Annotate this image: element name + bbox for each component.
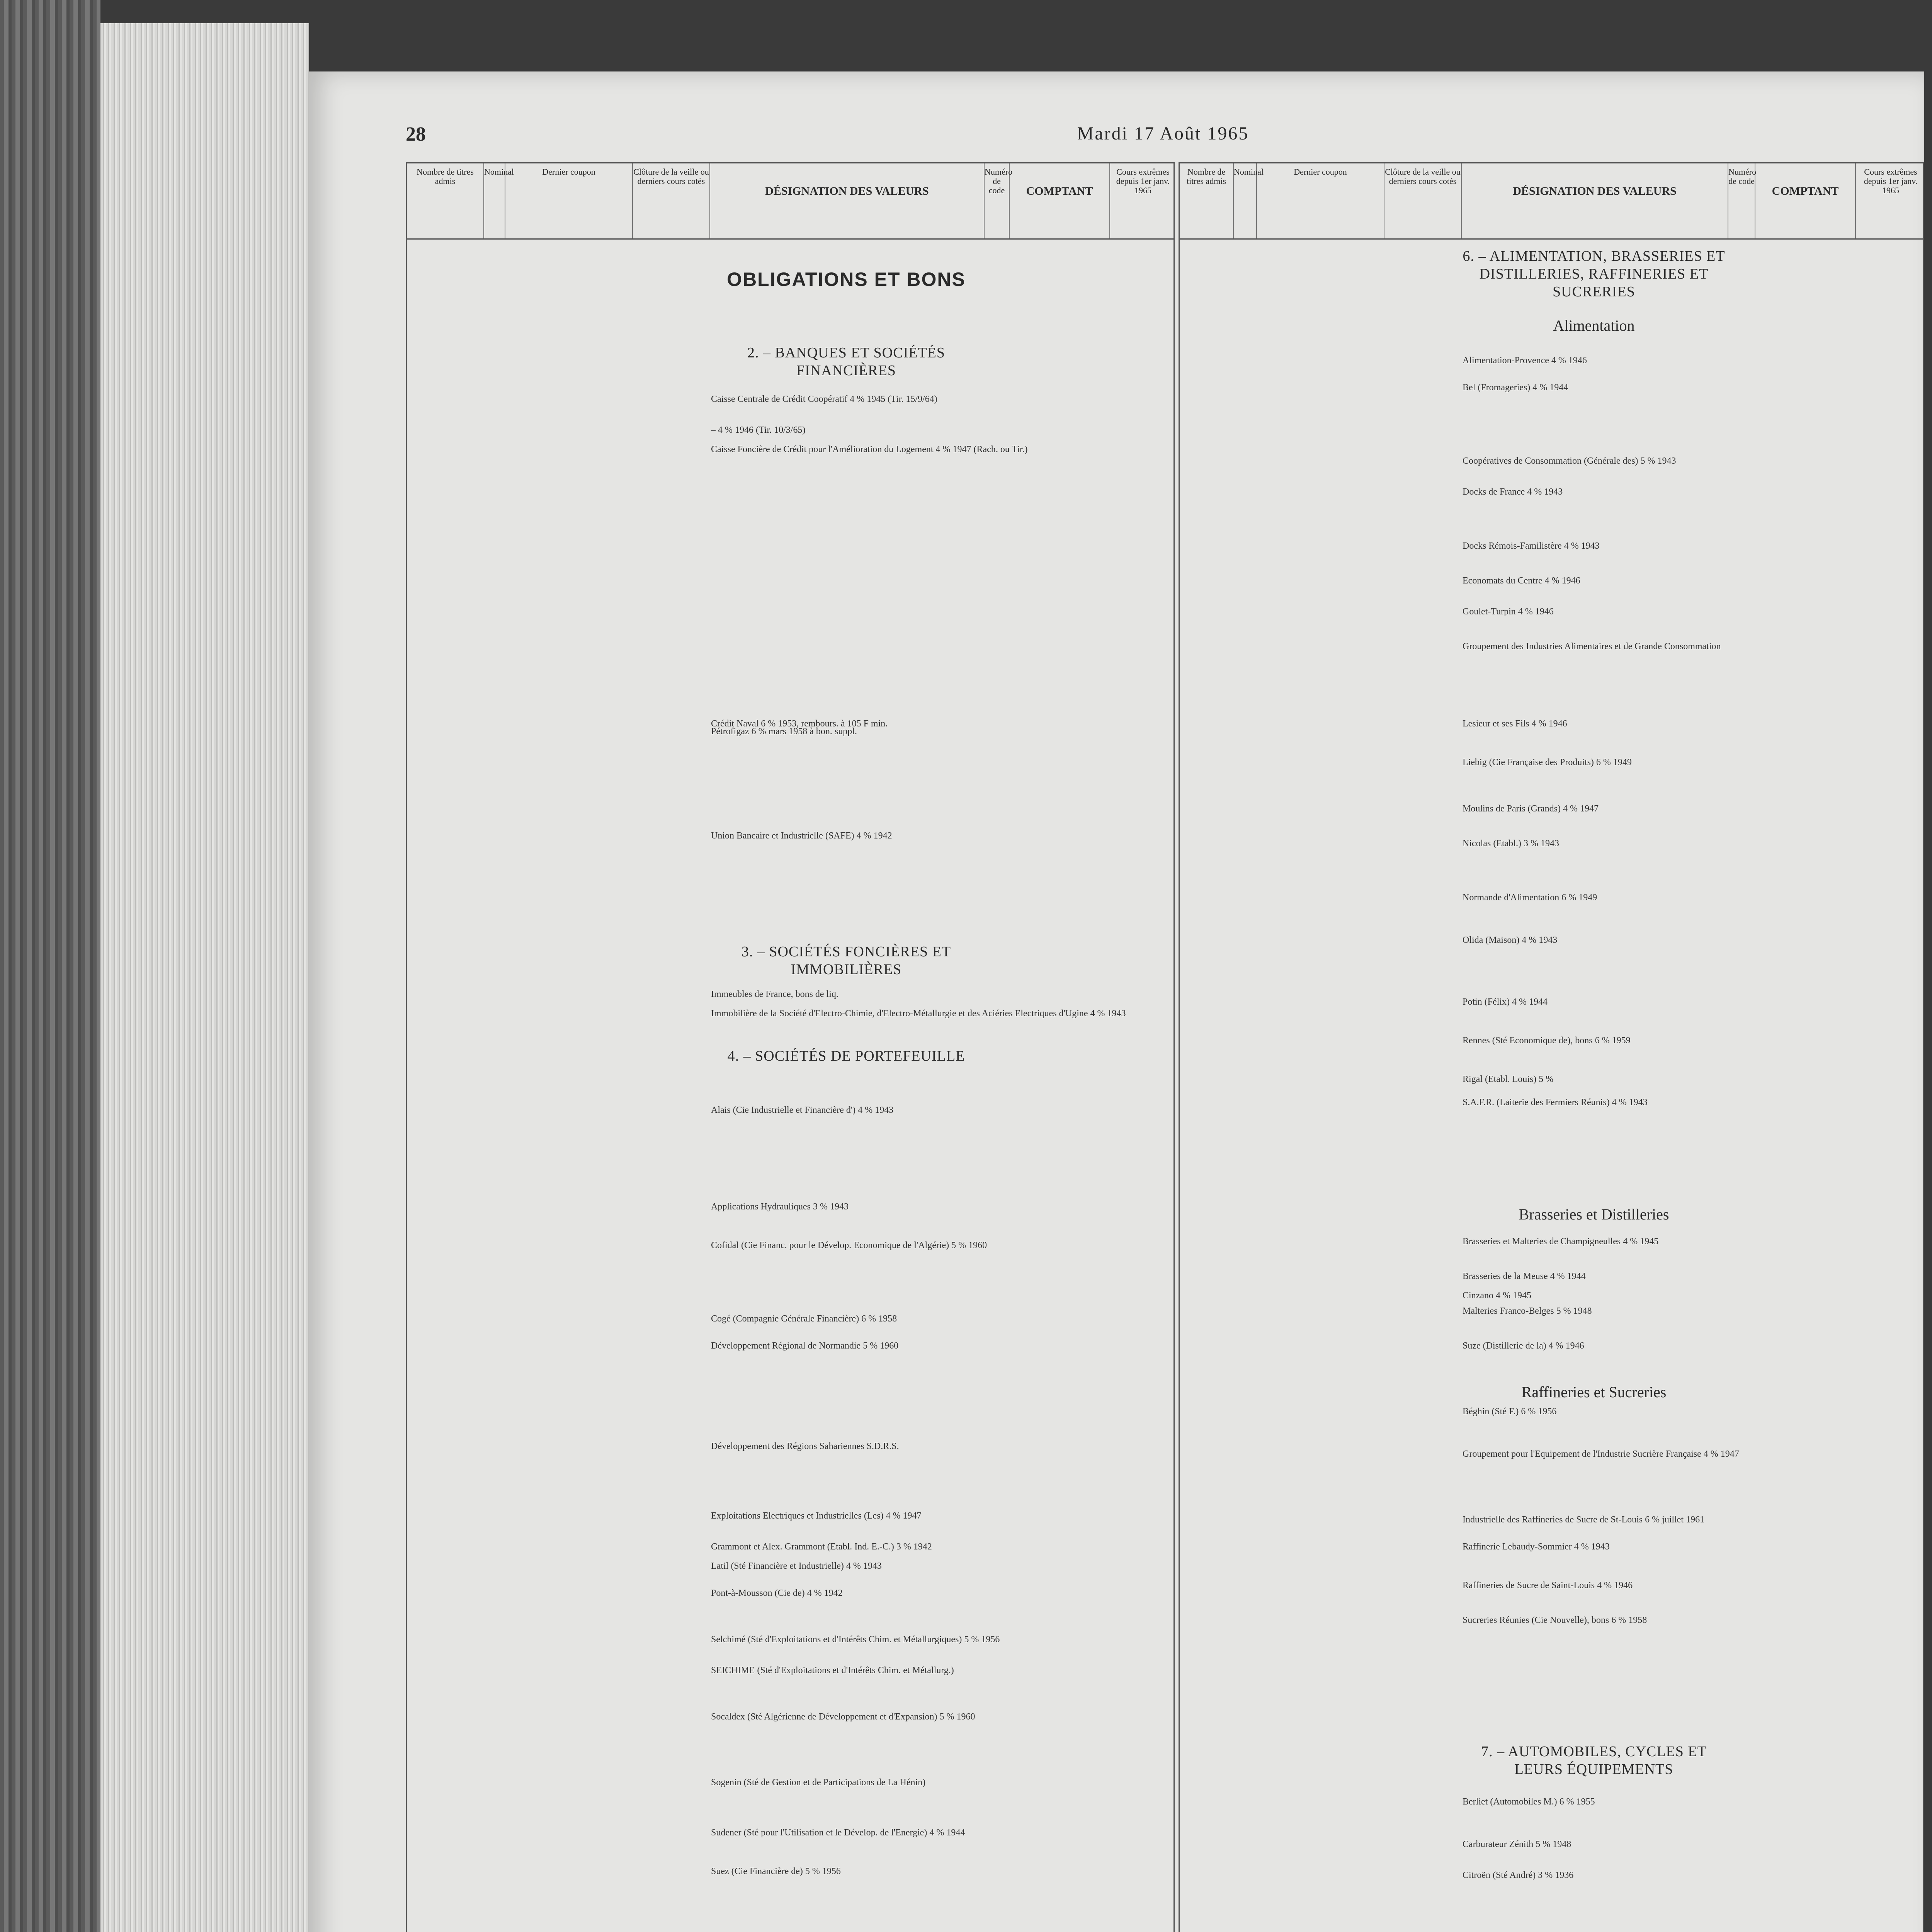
- main-title: OBLIGATIONS ET BONS: [727, 269, 966, 290]
- left-security-entry: Cogé (Compagnie Générale Financière) 6 % 1958: [711, 1314, 897, 1324]
- left-security-entry: Sudener (Sté pour l'Utilisation et le Dévelop. de l'Energie) 4 % 1944: [711, 1828, 965, 1838]
- right-security-entry: Sucreries Réunies (Cie Nouvelle), bons 6 % 1958: [1463, 1615, 1647, 1625]
- right-security-entry: Brasseries de la Meuse 4 % 1944: [1463, 1271, 1586, 1281]
- right-security-entry: Rigal (Etabl. Louis) 5 %: [1463, 1074, 1554, 1084]
- header-cours-extremes: Cours extrêmes depuis 1er janv. 1965: [1116, 167, 1170, 195]
- left-security-entry: Sogenin (Sté de Gestion et de Participations de La Hénin): [711, 1777, 926, 1787]
- page-edges: [100, 23, 309, 1932]
- left-security-entry: Applications Hydrauliques 3 % 1943: [711, 1202, 849, 1212]
- header-date: Mardi 17 Août 1965: [1077, 123, 1249, 144]
- right-security-entry: Rennes (Sté Economique de), bons 6 % 1959: [1463, 1036, 1631, 1046]
- right-security-entry: Nicolas (Etabl.) 3 % 1943: [1463, 838, 1559, 849]
- right-security-entry: Groupement pour l'Equipement de l'Industrie Sucrière Française 4 % 1947: [1463, 1449, 1739, 1459]
- header-nominal-right: Nominal: [1234, 163, 1257, 238]
- right-security-entry: Lesieur et ses Fils 4 % 1946: [1463, 719, 1567, 729]
- right-security-entry: Docks de France 4 % 1943: [1463, 487, 1563, 497]
- left-security-entry: Alais (Cie Industrielle et Financière d') 4 % 1943: [711, 1105, 894, 1115]
- header-designation: DÉSIGNATION DES VALEURS: [710, 163, 985, 238]
- right-security-entry: Groupement des Industries Alimentaires et de Grande Consommation: [1463, 641, 1721, 651]
- left-security-entry: Latil (Sté Financière et Industrielle) 4 % 1943: [711, 1561, 882, 1571]
- right-security-entry: Béghin (Sté F.) 6 % 1956: [1463, 1406, 1557, 1417]
- left-security-entry: Suez (Cie Financière de) 5 % 1956: [711, 1866, 841, 1876]
- subsection-alimentation: Alimentation: [1553, 317, 1635, 334]
- header-numero-code: Numéro de code: [985, 163, 1010, 238]
- book-binding: [0, 0, 100, 1932]
- header-cloture-right: Clôture de la veille ou derniers cours cotés: [1384, 163, 1462, 238]
- left-security-entry: Immobilière de la Société d'Electro-Chimie, d'Electro-Métallurgie et des Aciéries Electriques d'Ugine 4 % 1943: [711, 1009, 1126, 1019]
- left-security-entry: Grammont et Alex. Grammont (Etabl. Ind. E.-C.) 3 % 1942: [711, 1542, 932, 1552]
- left-security-entry: Socaldex (Sté Algérienne de Développement et d'Expansion) 5 % 1960: [711, 1712, 975, 1722]
- right-security-entry: Berliet (Automobiles M.) 6 % 1955: [1463, 1797, 1595, 1807]
- right-security-entry: Raffineries de Sucre de Saint-Louis 4 % 1946: [1463, 1580, 1633, 1590]
- right-security-entry: Moulins de Paris (Grands) 4 % 1947: [1463, 804, 1599, 814]
- header-comptant: COMPTANT: [1010, 163, 1110, 238]
- section-foncieres: 3. – SOCIÉTÉS FONCIÈRES ET IMMOBILIÈRES: [741, 944, 951, 978]
- header-nombre-titres: Nombre de titres admis: [407, 163, 484, 238]
- page-number: 28: [406, 123, 426, 145]
- left-table-header: [406, 162, 1175, 240]
- right-security-entry: Olida (Maison) 4 % 1943: [1463, 935, 1558, 945]
- subsection-raffineries: Raffineries et Sucreries: [1521, 1383, 1667, 1401]
- right-security-entry: Industrielle des Raffineries de Sucre de St-Louis 6 % juillet 1961: [1463, 1515, 1705, 1525]
- left-security-entry: Union Bancaire et Industrielle (SAFE) 4 % 1942: [711, 831, 892, 841]
- section-automobiles: 7. – AUTOMOBILES, CYCLES ET LEURS ÉQUIPEMENTS: [1481, 1743, 1707, 1777]
- left-security-entry: Développement des Régions Sahariennes S.D.R.S.: [711, 1441, 899, 1451]
- right-security-entry: Malteries Franco-Belges 5 % 1948: [1463, 1306, 1592, 1316]
- left-security-entry: Pétrofigaz 6 % mars 1958 à bon. suppl.: [711, 726, 857, 736]
- header-numero-code-right: Numéro de code: [1728, 163, 1755, 238]
- right-security-entry: Economats du Centre 4 % 1946: [1463, 576, 1580, 586]
- right-security-entry: Liebig (Cie Française des Produits) 6 % 1949: [1463, 757, 1632, 767]
- left-security-entry: – 4 % 1946 (Tir. 10/3/65): [711, 425, 806, 435]
- right-security-entry: Bel (Fromageries) 4 % 1944: [1463, 383, 1568, 393]
- right-security-entry: Citroën (Sté André) 3 % 1936: [1463, 1870, 1574, 1880]
- right-security-entry: S.A.F.R. (Laiterie des Fermiers Réunis) 4 % 1943: [1463, 1097, 1648, 1107]
- header-cours-extremes-right: Cours extrêmes depuis 1er janv. 1965: [1864, 167, 1918, 195]
- left-column-body: [406, 240, 1175, 1932]
- left-security-entry: Pont-à-Mousson (Cie de) 4 % 1942: [711, 1588, 843, 1598]
- right-security-entry: Docks Rémois-Familistère 4 % 1943: [1463, 541, 1600, 551]
- section-banques: 2. – BANQUES ET SOCIÉTÉS FINANCIÈRES: [747, 345, 946, 379]
- right-security-entry: Brasseries et Malteries de Champigneulles 4 % 1945: [1463, 1236, 1659, 1247]
- header-designation-right: DÉSIGNATION DES VALEURS: [1462, 163, 1728, 238]
- header-nombre-titres-right: Nombre de titres admis: [1180, 163, 1234, 238]
- section-portefeuille: 4. – SOCIÉTÉS DE PORTEFEUILLE: [727, 1048, 965, 1064]
- header-dernier-coupon-right: Dernier coupon: [1257, 163, 1384, 238]
- left-security-entry: Immeubles de France, bons de liq.: [711, 989, 838, 999]
- header-cloture: Clôture de la veille ou derniers cours cotés: [633, 163, 710, 238]
- left-security-entry: Selchimé (Sté d'Exploitations et d'Intérêts Chim. et Métallurgiques) 5 % 1956: [711, 1634, 1000, 1645]
- section-alimentation: 6. – ALIMENTATION, BRASSERIES ET DISTILLERIES, RAFFINERIES ET SUCRERIES: [1463, 248, 1725, 300]
- right-security-entry: Normande d'Alimentation 6 % 1949: [1463, 893, 1597, 903]
- right-table-header: [1179, 162, 1924, 240]
- left-security-entry: Développement Régional de Normandie 5 % 1960: [711, 1341, 899, 1351]
- subsection-brasseries: Brasseries et Distilleries: [1519, 1206, 1669, 1223]
- left-security-entry: Exploitations Electriques et Industrielles (Les) 4 % 1947: [711, 1511, 922, 1521]
- left-security-entry: Caisse Centrale de Crédit Coopératif 4 % 1945 (Tir. 15/9/64): [711, 394, 937, 404]
- right-security-entry: Potin (Félix) 4 % 1944: [1463, 997, 1548, 1007]
- right-security-entry: Goulet-Turpin 4 % 1946: [1463, 607, 1554, 617]
- right-security-entry: Carburateur Zénith 5 % 1948: [1463, 1839, 1571, 1849]
- header-comptant-right: COMPTANT: [1755, 163, 1856, 238]
- header-nominal: Nominal: [484, 163, 505, 238]
- header-dernier-coupon: Dernier coupon: [505, 163, 633, 238]
- left-security-entry: Crédit Naval 6 % 1953, rembours. à 105 F min.: [711, 719, 888, 729]
- left-security-entry: Cofidal (Cie Financ. pour le Dévelop. Economique de l'Algérie) 5 % 1960: [711, 1240, 987, 1250]
- left-security-entry: Caisse Foncière de Crédit pour l'Amélioration du Logement 4 % 1947 (Rach. ou Tir.): [711, 444, 1028, 454]
- right-security-entry: Cinzano 4 % 1945: [1463, 1291, 1531, 1301]
- left-security-entry: SEICHIME (Sté d'Exploitations et d'Intérêts Chim. et Métallurg.): [711, 1665, 954, 1675]
- right-security-entry: Alimentation-Provence 4 % 1946: [1463, 355, 1587, 366]
- right-security-entry: Coopératives de Consommation (Générale des) 5 % 1943: [1463, 456, 1676, 466]
- right-security-entry: Suze (Distillerie de la) 4 % 1946: [1463, 1341, 1584, 1351]
- right-security-entry: Raffinerie Lebaudy-Sommier 4 % 1943: [1463, 1542, 1610, 1552]
